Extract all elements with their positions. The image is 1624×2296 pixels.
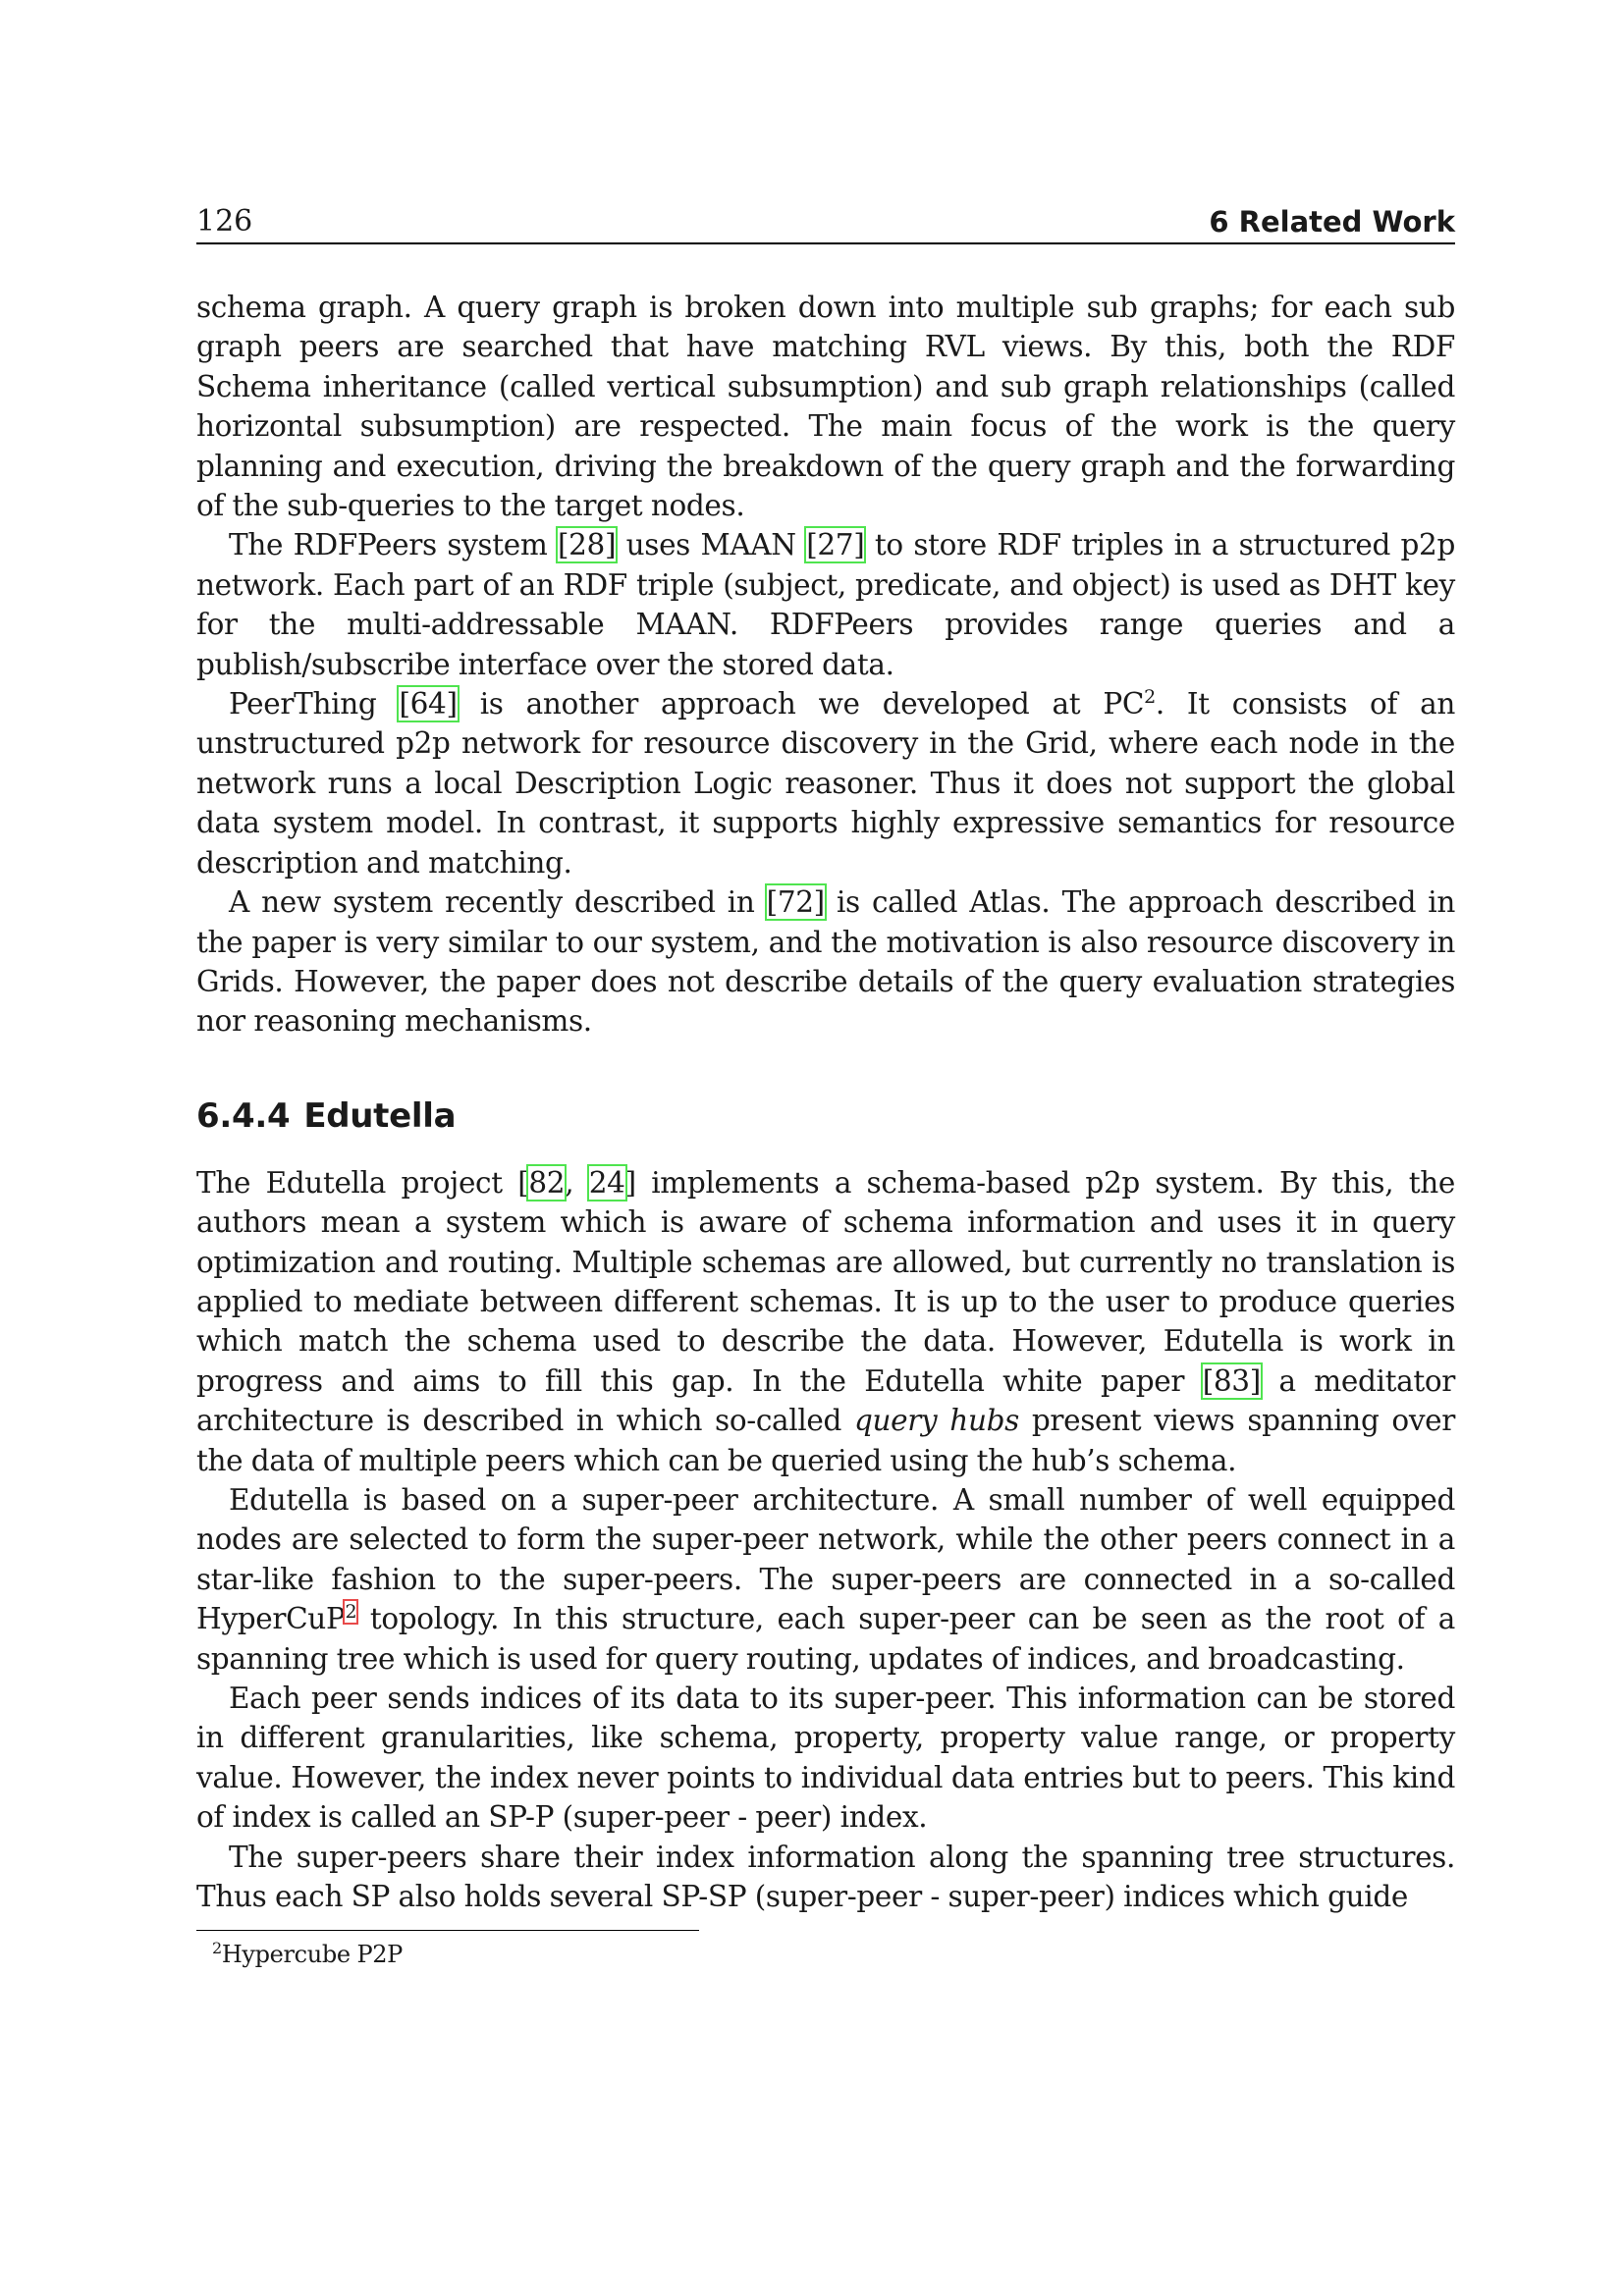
paragraph-3: PeerThing [64] is another approach we developed at $PC^2$. It consists of an unstructured p2p network for resource discovery in the Grid, where each node in the network runs a local Description Logic reasoner. Thus it does not support the global data system model. In contrast, it supports highly expressive semantics for resource description and matching.	[196, 686, 1455, 880]
paragraph-4: A new system recently described in [72] is called Atlas. The approach described in the paper is very similar to our system, and the motivation is also resource discovery in Grids. However, the paper does not describe details of the query evaluation strategies nor reasoning mechanisms.	[196, 885, 1455, 1039]
superscript: 2	[1144, 686, 1156, 709]
page	[196, 201, 1455, 1970]
section-title: Edutella	[303, 1095, 457, 1136]
citation-link[interactable]: 24	[588, 1165, 625, 1200]
paragraph-2: The RDFPeers system [28] uses MAAN [27] to store RDF triples in a structured p2p network. Each part of an RDF triple (subject, predicate, and object) is used as DHT key for the multi-addressable MAAN. RDFPeers provides range queries and a publish/subscribe interface over the stored data.	[196, 528, 1455, 681]
citation-link[interactable]: [83]	[1202, 1363, 1261, 1398]
footnote-rule	[196, 1930, 699, 1931]
chapter-title: 6 Related Work	[1209, 205, 1455, 239]
paragraph-6: Edutella is based on a super-peer architecture. A small number of well equipped nodes are selected to form the super-peer network, while the other peers connect in a star-like fashion to the super-peers. The super-peers are connected in a so-called HyperCuP$^2$ topology. In this structure, each super-peer can be seen as the root of a spanning tree which is used for query routing, updates of indices, and broadcasting.	[196, 1482, 1455, 1676]
citation-link[interactable]: [27]	[806, 528, 865, 562]
section-number: 6.4.4	[196, 1095, 291, 1136]
citation-link[interactable]: [72]	[766, 885, 825, 920]
footnote-link[interactable]: 2	[345, 1601, 357, 1624]
page-number: 126	[196, 204, 253, 239]
footnote-text: Hypercube P2P	[221, 1941, 403, 1969]
paragraph-8: The super-peers share their index information along the spanning tree structures. Thus each SP also holds several SP-SP (super-peer - super-peer) indices which guide	[196, 1840, 1455, 1914]
paragraph-7: Each peer sends indices of its data to its super-peer. This information can be stored in different granularities, like schema, property, property value range, or property value. However, the index never points to individual data entries but to peers. This kind of index is called an SP-P (super-peer - peer) index.	[196, 1682, 1455, 1835]
footnote-mark: 2	[212, 1939, 222, 1958]
footnote	[196, 1939, 1455, 1970]
citation-link[interactable]: [64]	[399, 687, 458, 721]
running-header	[196, 201, 1455, 244]
citation-link[interactable]: 82	[528, 1165, 566, 1200]
section-heading	[196, 1095, 1455, 1138]
citation-link[interactable]: [28]	[557, 528, 617, 562]
body-text	[196, 288, 1455, 1970]
emphasis: query hubs	[854, 1404, 1019, 1438]
paragraph-5: The Edutella project [82, 24] implements a schema-based p2p system. By this, the authors mean a system which is aware of schema information and uses it in query optimization and routing. Multiple schemas are allowed, but currently no translation is applied to mediate between different schemas. It is up to the user to produce queries which match the schema used to describe the data. However, Edutella is work in progress and aims to fill this gap. In the Edutella white paper [83] a meditator architecture is described in which so-called query hubs present views spanning over the data of multiple peers which can be queried using the hub’s schema.	[196, 1165, 1456, 1477]
paragraph-1: schema graph. A query graph is broken down into multiple sub graphs; for each sub graph peers are searched that have matching RVL views. By this, both the RDF Schema inheritance (called vertical subsumption) and sub graph relationships (called horizontal subsumption) are respected. The main focus of the work is the query planning and execution, driving the breakdown of the query graph and the forwarding of the sub-queries to the target nodes.	[196, 291, 1455, 523]
